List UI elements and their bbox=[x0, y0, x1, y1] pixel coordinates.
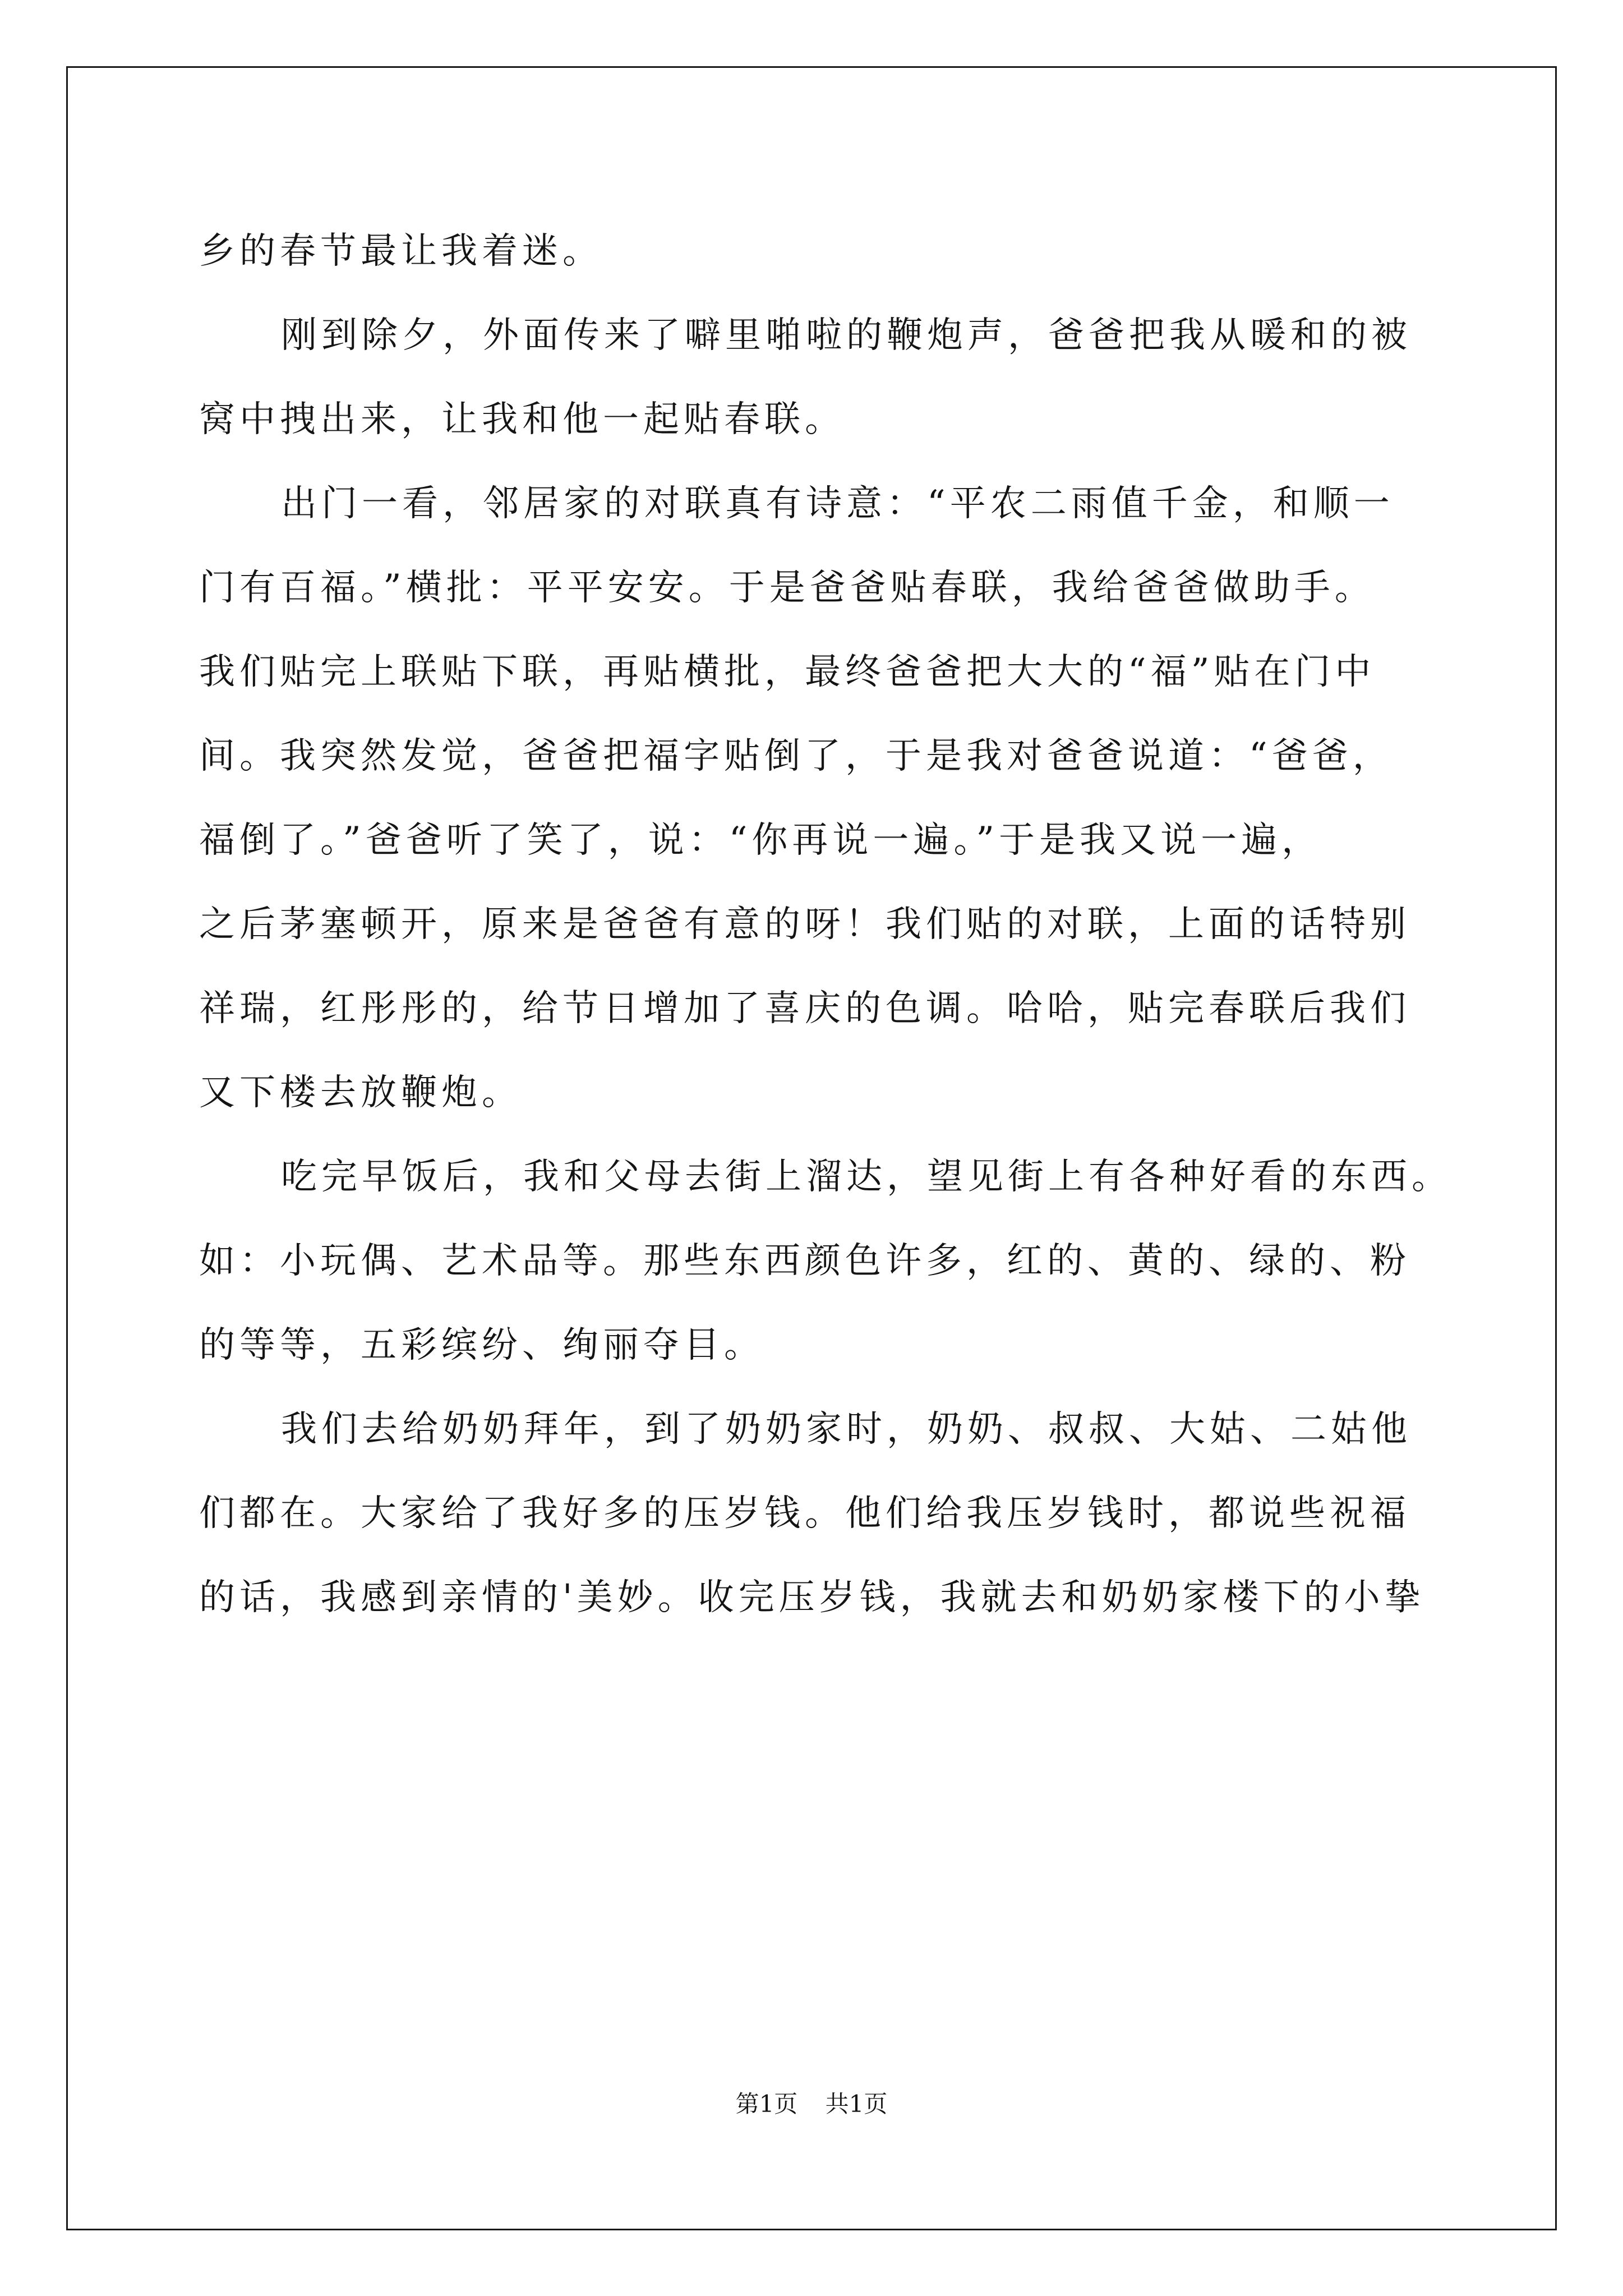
total-pages-label: 共1页 bbox=[825, 2090, 888, 2118]
text-line: 间。我突然发觉，爸爸把福字贴倒了，于是我对爸爸说道：“爸爸， bbox=[199, 735, 1393, 777]
text-line: 们都在。大家给了我好多的压岁钱。他们给我压岁钱时，都说些祝福 bbox=[199, 1493, 1410, 1534]
text-line: 门有百福。”横批：平平安安。于是爸爸贴春联，我给爸爸做助手。 bbox=[199, 567, 1375, 609]
text-line: 又下楼去放鞭炮。 bbox=[199, 1072, 522, 1114]
page-footer bbox=[0, 2086, 1623, 2119]
text-line: 如：小玩偶、艺术品等。那些东西颜色许多，红的、黄的、绿的、粉 bbox=[199, 1240, 1410, 1282]
text-line: 福倒了。”爸爸听了笑了，说：“你再说一遍。”于是我又说一遍， bbox=[199, 820, 1322, 861]
text-line: 祥瑞，红彤彤的，给节日增加了喜庆的色调。哈哈，贴完春联后我们 bbox=[199, 988, 1410, 1029]
text-line: 出门一看，邻居家的对联真有诗意：“平农二雨值千金，和顺一 bbox=[281, 483, 1394, 524]
page-number-label: 第1页 bbox=[735, 2090, 798, 2118]
text-line: 刚到除夕，外面传来了噼里啪啦的鞭炮声，爸爸把我从暖和的被 bbox=[281, 315, 1412, 356]
text-line: 之后茅塞顿开，原来是爸爸有意的呀！我们贴的对联，上面的话特别 bbox=[199, 904, 1410, 945]
document-body bbox=[199, 209, 1452, 1640]
text-line: 我们贴完上联贴下联，再贴横批，最终爸爸把大大的“福”贴在门中 bbox=[199, 651, 1376, 693]
text-line: 我们去给奶奶拜年，到了奶奶家时，奶奶、叔叔、大姑、二姑他 bbox=[281, 1409, 1412, 1450]
text-line: 吃完早饭后，我和父母去街上溜达，望见街上有各种好看的东西。 bbox=[281, 1156, 1452, 1198]
text-line: 的等等，五彩缤纷、绚丽夺目。 bbox=[199, 1324, 764, 1366]
text-line: 窝中拽出来，让我和他一起贴春联。 bbox=[199, 399, 845, 440]
text-line: 乡的春节最让我着迷。 bbox=[199, 231, 603, 272]
text-line: 的话，我感到亲情的'美妙。收完压岁钱，我就去和奶奶家楼下的小挚 bbox=[199, 1577, 1425, 1618]
